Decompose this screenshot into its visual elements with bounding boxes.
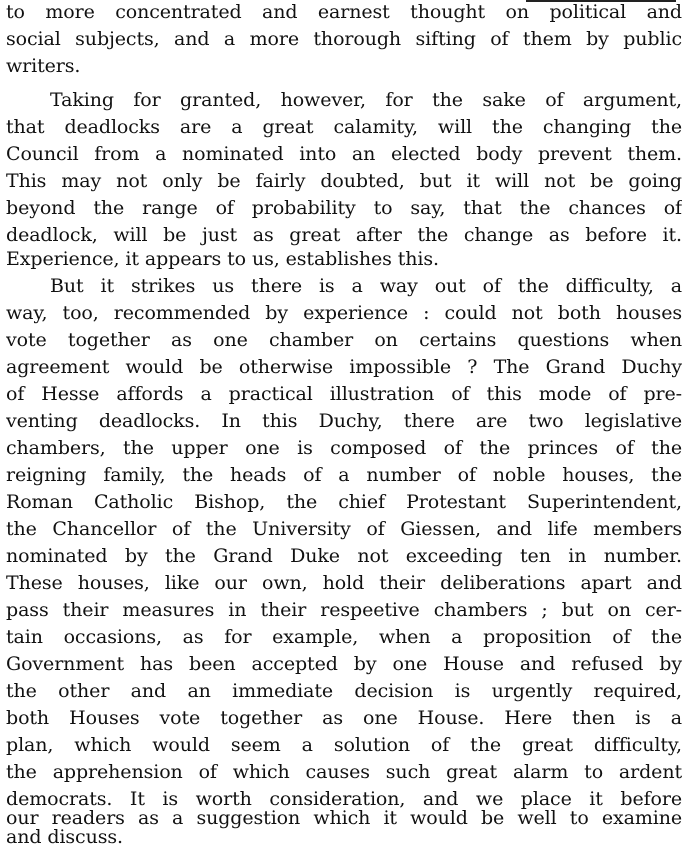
text-line: But it strikes us there is a way out of the difficulty, a	[50, 275, 682, 297]
text-line: social subjects, and a more thorough sifting of them by public	[6, 28, 682, 50]
text-line: pass their measures in their respeetive chambers ; but on cer-	[6, 599, 682, 621]
text-line: nominated by the Grand Duke not exceeding ten in number.	[6, 545, 682, 567]
text-line: agreement would be otherwise impossible ? The Grand Duchy	[6, 356, 682, 378]
text-line: deadlock, will be just as great after the change as before it.	[6, 224, 682, 246]
text-line: the Chancellor of the University of Giessen, and life members	[6, 518, 682, 540]
text-line: Experience, it appears to us, establishes this.	[6, 248, 439, 270]
text-line: Council from a nominated into an elected body prevent them.	[6, 143, 682, 165]
text-line: to more concentrated and earnest thought on political and	[6, 1, 682, 23]
text-line: democrats. It is worth consideration, and we place it before	[6, 788, 682, 810]
text-line: This may not only be fairly doubted, but it will not be going	[6, 170, 682, 192]
text-line: and discuss.	[6, 826, 123, 848]
text-line: plan, which would seem a solution of the great difficulty,	[6, 734, 682, 756]
text-line: venting deadlocks. In this Duchy, there are two legislative	[6, 410, 682, 432]
text-line: our readers as a suggestion which it would be well to examine	[6, 807, 682, 829]
text-line: writers.	[6, 55, 81, 77]
text-line: way, too, recommended by experience : could not both houses	[6, 302, 682, 324]
text-line: both Houses vote together as one House. Here then is a	[6, 707, 682, 729]
text-line: tain occasions, as for example, when a proposition of the	[6, 626, 682, 648]
text-line: Roman Catholic Bishop, the chief Protestant Superintendent,	[6, 491, 682, 513]
text-line: the apprehension of which causes such great alarm to ardent	[6, 761, 682, 783]
text-line: beyond the range of probability to say, that the chances of	[6, 197, 682, 219]
newspaper-column	[6, 0, 682, 849]
text-line: of Hesse affords a practical illustration of this mode of pre-	[6, 383, 682, 405]
text-line: Government has been accepted by one House and refused by	[6, 653, 682, 675]
text-line: Taking for granted, however, for the sake of argument,	[50, 89, 682, 111]
text-line: that deadlocks are a great calamity, will the changing the	[6, 116, 682, 138]
text-line: These houses, like our own, hold their deliberations apart and	[6, 572, 682, 594]
text-line: reigning family, the heads of a number of noble houses, the	[6, 464, 682, 486]
text-line: chambers, the upper one is composed of the princes of the	[6, 437, 682, 459]
text-line: the other and an immediate decision is urgently required,	[6, 680, 682, 702]
text-line: vote together as one chamber on certains questions when	[6, 329, 682, 351]
